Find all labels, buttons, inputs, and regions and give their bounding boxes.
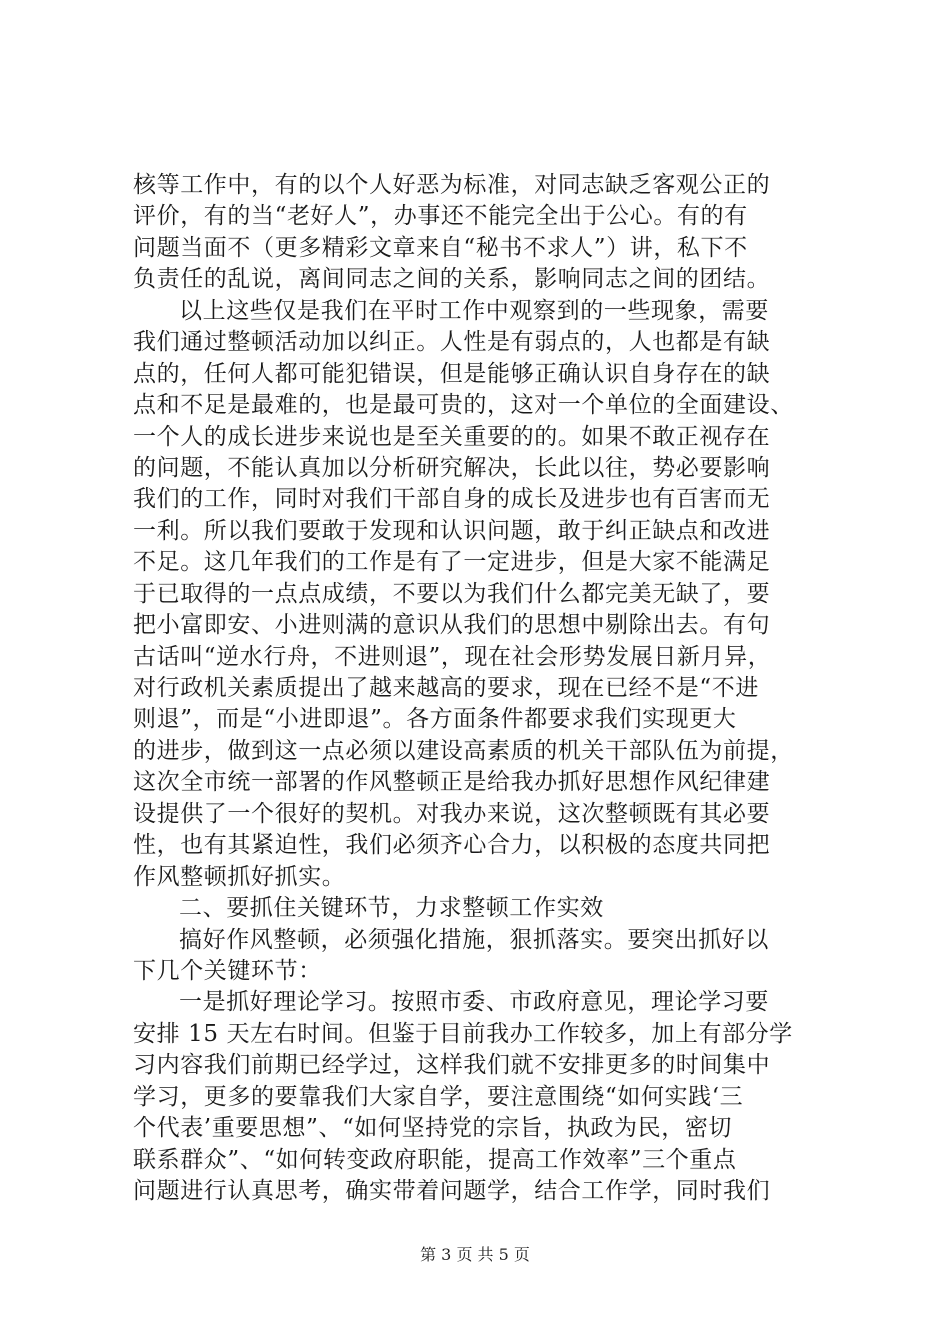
text-line: 学习，更多的要靠我们大家自学，要注意围绕“如何实践‘三 bbox=[133, 1083, 744, 1110]
text-line: 习内容我们前期已经学过，这样我们就不安排更多的时间集中 bbox=[133, 1052, 771, 1079]
text-line: 则退”，而是“小进即退”。各方面条件都要求我们实现更大 bbox=[133, 706, 737, 733]
text-line: 问题进行认真思考，确实带着问题学，结合工作学，同时我们 bbox=[133, 1178, 771, 1204]
text-line: 古话叫“逆水行舟，不进则退”，现在社会形势发展日新月异， bbox=[133, 643, 772, 670]
text-line: 评价，有的当“老好人”，办事还不能完全出于公心。有的有 bbox=[133, 203, 748, 230]
text-line: 这次全市统一部署的作风整顿正是给我办抓好思想作风纪律建 bbox=[133, 769, 771, 796]
text-line: 核等工作中，有的以个人好恶为标准，对同志缺乏客观公正的 bbox=[133, 172, 771, 198]
text-line: 性，也有其紧迫性，我们必须齐心合力，以积极的态度共同把 bbox=[133, 832, 771, 859]
text-line: 我们的工作，同时对我们干部自身的成长及进步也有百害而无 bbox=[133, 486, 771, 513]
document-body bbox=[133, 170, 833, 1207]
text-line: 个代表’重要思想”、“如何坚持党的宗旨，执政为民，密切 bbox=[133, 1115, 733, 1142]
text-line: 点和不足是最难的，也是最可贵的，这对一个单位的全面建设、 bbox=[133, 392, 794, 419]
text-line: 于已取得的一点点成绩，不要以为我们什么都完美无缺了，要 bbox=[133, 580, 771, 607]
paragraph-first-line: 以上这些仅是我们在平时工作中观察到的一些现象，需要 bbox=[179, 297, 769, 324]
text-line: 问题当面不（更多精彩文章来自“秘书不求人”）讲，私下不 bbox=[133, 234, 748, 261]
page-footer: 第 3 页 共 5 页 bbox=[420, 1245, 530, 1264]
paragraph-first-line: 二、要抓住关键环节，力求整顿工作实效 bbox=[179, 895, 604, 922]
paragraph-first-line: 搞好作风整顿，必须强化措施，狠抓落实。要突出抓好以 bbox=[179, 926, 769, 953]
text-line: 下几个关键环节： bbox=[133, 957, 322, 984]
text-line: 设提供了一个很好的契机。对我办来说，这次整顿既有其必要 bbox=[133, 800, 771, 827]
text-line: 点的，任何人都可能犯错误，但是能够正确认识自身存在的缺 bbox=[133, 360, 771, 387]
text-line: 联系群众”、“如何转变政府职能，提高工作效率”三个重点 bbox=[133, 1146, 737, 1173]
paragraph-first-line: 一是抓好理论学习。按照市委、市政府意见，理论学习要 bbox=[179, 989, 769, 1016]
text-line: 的进步，做到这一点必须以建设高素质的机关干部队伍为前提， bbox=[133, 737, 794, 764]
text-line: 的问题，不能认真加以分析研究解决，长此以往，势必要影响 bbox=[133, 454, 771, 481]
text-line: 负责任的乱说，离间同志之间的关系，影响同志之间的团结。 bbox=[133, 266, 771, 293]
text-line: 不足。这几年我们的工作是有了一定进步，但是大家不能满足 bbox=[133, 549, 771, 576]
text-line: 我们通过整顿活动加以纠正。人性是有弱点的，人也都是有缺 bbox=[133, 329, 771, 356]
text-line: 一个人的成长进步来说也是至关重要的的。如果不敢正视存在 bbox=[133, 423, 771, 450]
text-line: 一利。所以我们要敢于发现和认识问题，敢于纠正缺点和改进 bbox=[133, 517, 771, 544]
text-line: 对行政机关素质提出了越来越高的要求，现在已经不是“不进 bbox=[133, 675, 759, 701]
text-line: 安排 15 天左右时间。但鉴于目前我办工作较多，加上有部分学 bbox=[133, 1020, 793, 1047]
text-line: 把小富即安、小进则满的意识从我们的思想中剔除出去。有句 bbox=[133, 612, 771, 639]
text-line: 作风整顿抓好抓实。 bbox=[133, 863, 346, 890]
